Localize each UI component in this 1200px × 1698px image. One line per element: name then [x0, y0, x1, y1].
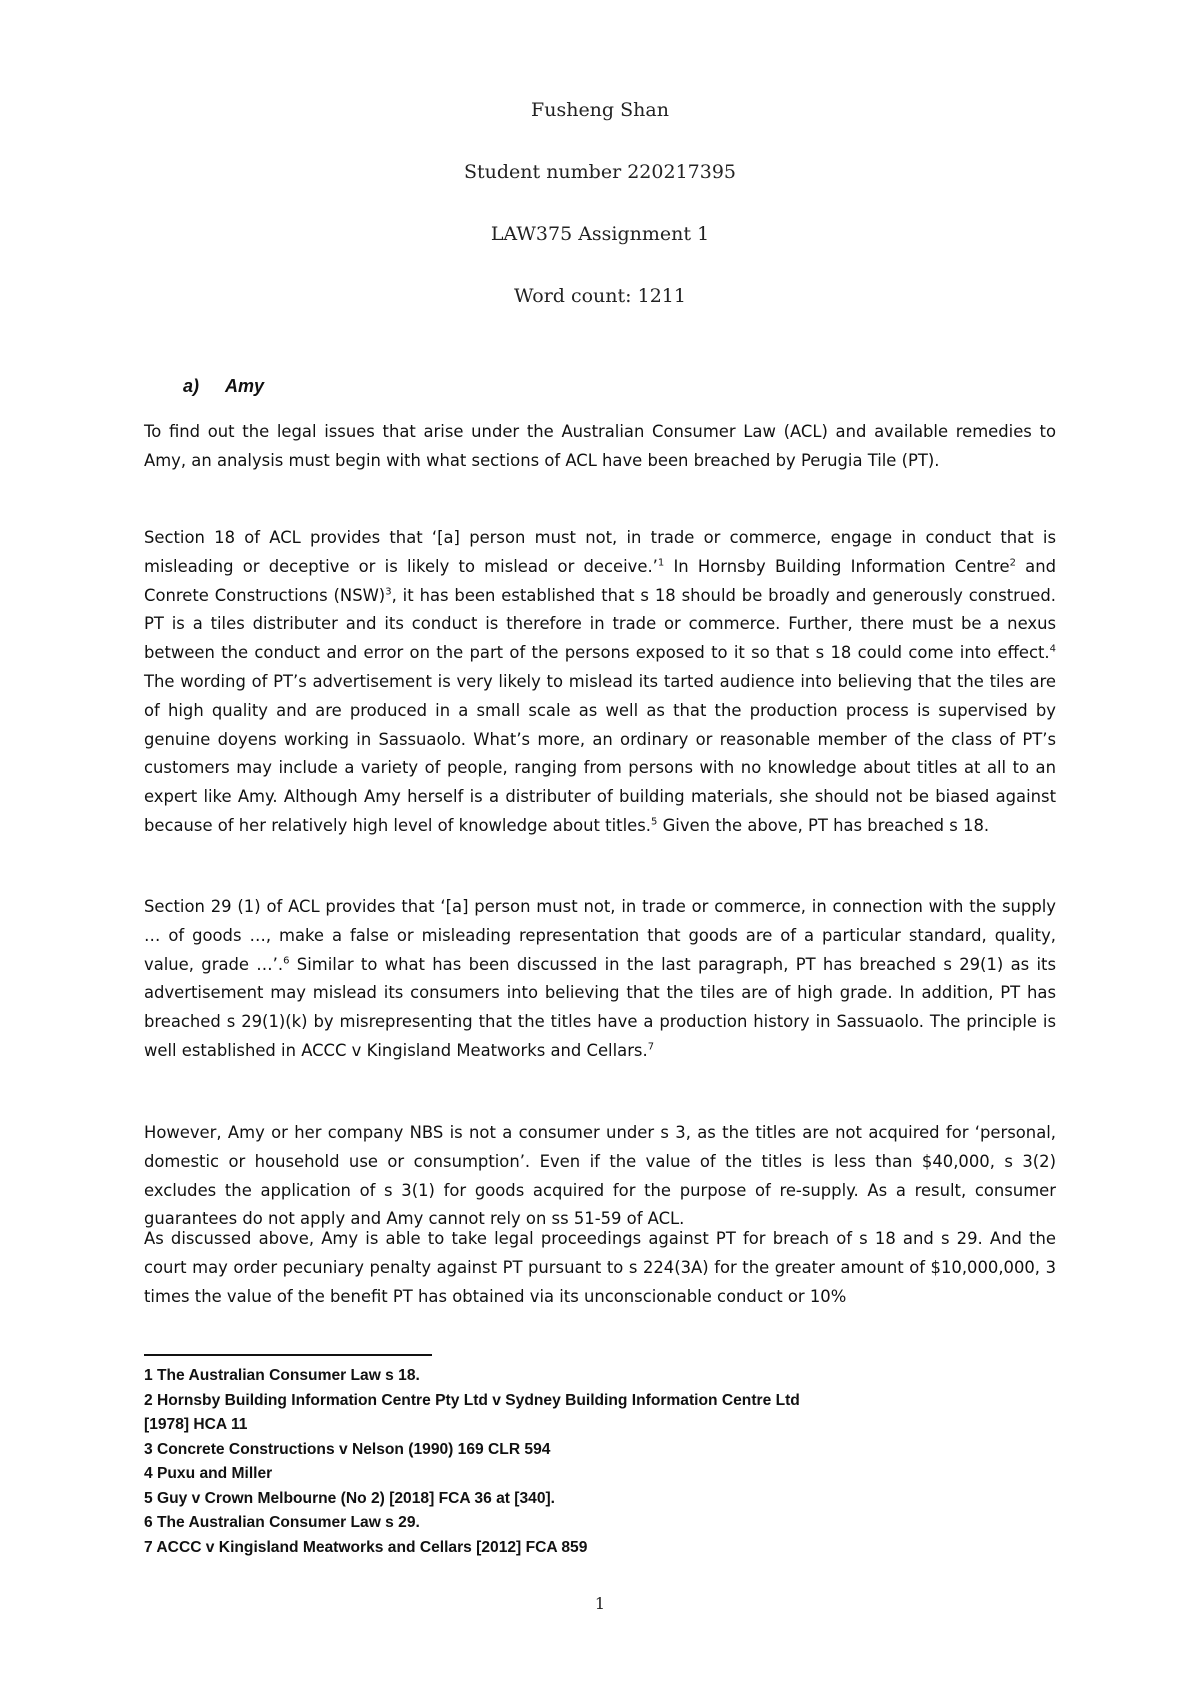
footnote-line: 3 Concrete Constructions v Nelson (1990) 169 CLR 594 — [144, 1440, 551, 1458]
paragraph-text: The wording of PT’s advertisement is very likely to mislead its tarted audience into believing that the tiles are of high quality and are produced in a small scale as well as that the production process is supervised by genuine doyens working in Sassuaolo. What’s more, an ordinary or reasonable member of the class of PT’s customers may include a variety of people, ranging from persons with no knowledge about titles at all to an expert like Amy. Although Amy herself is a distributer of building materials, she should not be biased against because of her relatively high level of knowledge about titles. — [144, 671, 1056, 835]
paragraph-text: In Hornsby Building Information Centre — [664, 556, 1010, 576]
footnote-ref: 5 — [650, 816, 658, 828]
footnote-line: 5 Guy v Crown Melbourne (No 2) [2018] FCA 36 at [340]. — [144, 1489, 556, 1507]
word-count: Word count: 1211 — [514, 285, 686, 307]
footnote-line: 1 The Australian Consumer Law s 18. — [144, 1367, 420, 1384]
paragraph-intro: To find out the legal issues that arise under the Australian Consumer Law (ACL) and available remedies to Amy, an analysis must begin with what sections of ACL have been breached by Perugia Tile (PT). — [144, 422, 1056, 470]
footnote-line: 4 Puxu and Miller — [144, 1465, 273, 1482]
footnote-line: 2 Hornsby Building Information Centre Pty Ltd v Sydney Building Information Centre Ltd — [144, 1391, 800, 1409]
footnote-line: 7 ACCC v Kingisland Meatworks and Cellars [2012] FCA 859 — [144, 1538, 588, 1556]
author-name: Fusheng Shan — [531, 99, 669, 121]
footnote-ref: 7 — [647, 1041, 655, 1053]
paragraph-text: and Conrete Constructions (NSW) — [144, 556, 1056, 605]
assignment-title: LAW375 Assignment 1 — [490, 223, 710, 245]
section-heading — [183, 376, 264, 397]
footnotes — [144, 1364, 1044, 1560]
paragraph-text: Given the above, PT has breached s 18. — [657, 815, 990, 835]
footnote-ref: 4 — [1049, 643, 1056, 655]
footnote-ref: 6 — [283, 955, 290, 967]
section-title: Amy — [225, 376, 265, 396]
footnote-ref: 2 — [1009, 557, 1016, 569]
paragraph-text: Section 18 of ACL provides that ‘[a] person must not, in trade or commerce, engage in conduct that is misleading or deceptive or is likely to mislead or deceive.’ — [144, 528, 1056, 576]
page-number: 1 — [594, 1594, 606, 1613]
paragraph-consumer-status: However, Amy or her company NBS is not a consumer under s 3, as the titles are not acquired for ‘personal, domestic or household use or consumption’. Even if the value of the titles is less than $40,000, s 3(2) excludes the application of s 3(1) for goods acquired for the purpose of re-supply. As a result, consumer guarantees do not apply and Amy cannot rely on ss 51-59 of ACL. — [144, 1123, 1056, 1229]
footnote-line: [1978] HCA 11 — [144, 1416, 248, 1433]
paragraph-text: Section 29 (1) of ACL provides that ‘[a] person must not, in trade or commerce, in connection with the supply … of goods …, make a false or misleading representation that goods are of a particular standard, quality, value, grade …’. — [144, 897, 1056, 974]
paragraph-remedies: As discussed above, Amy is able to take legal proceedings against PT for breach of s 18 and s 29. And the court may order pecuniary penalty against PT pursuant to s 224(3A) for the greater amount of $10,000,000, 3 times the value of the benefit PT has obtained via its unconscionable conduct or 10% — [144, 1229, 1056, 1306]
paragraph-section-29 — [144, 893, 1056, 1066]
paragraph-text: , it has been established that s 18 should be broadly and generously construed. PT is a tiles distributer and its conduct is therefore in trade or commerce. Further, there must be a nexus between the conduct and error on the part of the persons exposed to it so that s 18 could come into effect. — [144, 585, 1056, 663]
footnote-ref: 3 — [385, 586, 392, 598]
paragraph-text: Similar to what has been discussed in the last paragraph, PT has breached s 29(1) as its advertisement may mislead its consumers into believing that the tiles are of high grade. In addition, PT has breached s 29(1)(k) by misrepresenting that the titles have a production history in Sassuaolo. The principle is well established in ACCC v Kingisland Meatworks and Cellars. — [144, 954, 1056, 1060]
footnote-ref: 1 — [657, 557, 665, 569]
paragraph-section-18 — [144, 524, 1056, 841]
footnote-line: 6 The Australian Consumer Law s 29. — [144, 1514, 420, 1531]
section-letter: a) — [183, 376, 200, 396]
student-number: Student number 220217395 — [463, 161, 737, 183]
footnote-separator — [144, 1354, 432, 1356]
